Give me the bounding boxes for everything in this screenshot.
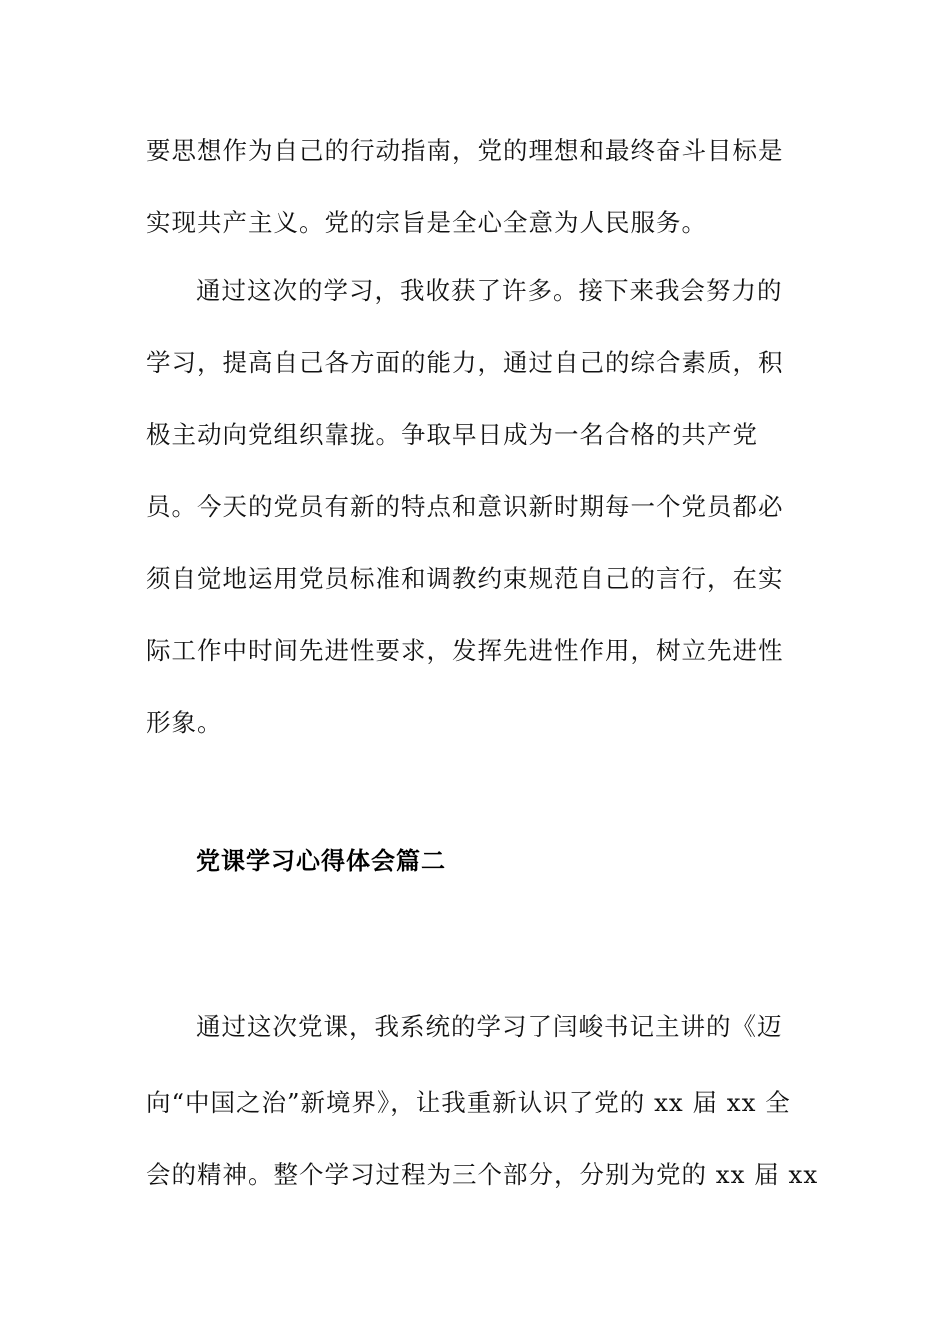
paragraph-2-line-4: 员。今天的党员有新的特点和意识新时期每一个党员都必 [146,492,784,521]
paragraph-3-line-1: 通过这次党课，我系统的学习了闫峻书记主讲的《迈 [196,1012,783,1041]
paragraph-2-line-1: 通过这次的学习，我收获了许多。接下来我会努力的 [196,276,783,305]
paragraph-2-line-3: 极主动向党组织靠拢。争取早日成为一名合格的共产党 [146,420,758,449]
paragraph-3-line-2: 向“中国之治”新境界》，让我重新认识了党的 xx 届 xx 全 [146,1088,791,1117]
paragraph-1-line-1: 要思想作为自己的行动指南，党的理想和最终奋斗目标是 [146,136,784,165]
paragraph-2-line-6: 际工作中时间先进性要求，发挥先进性作用，树立先进性 [146,636,784,665]
section-heading: 党课学习心得体会篇二 [196,847,446,875]
paragraph-2-line-7: 形象。 [146,708,223,737]
paragraph-2-line-5: 须自觉地运用党员标准和调教约束规范自己的言行，在实 [146,564,784,593]
paragraph-1-line-2: 实现共产主义。党的宗旨是全心全意为人民服务。 [146,208,707,237]
paragraph-2-line-2: 学习，提高自己各方面的能力，通过自己的综合素质，积 [146,348,784,377]
paragraph-3-line-3: 会的精神。整个学习过程为三个部分，分别为党的 xx 届 xx [146,1160,819,1189]
